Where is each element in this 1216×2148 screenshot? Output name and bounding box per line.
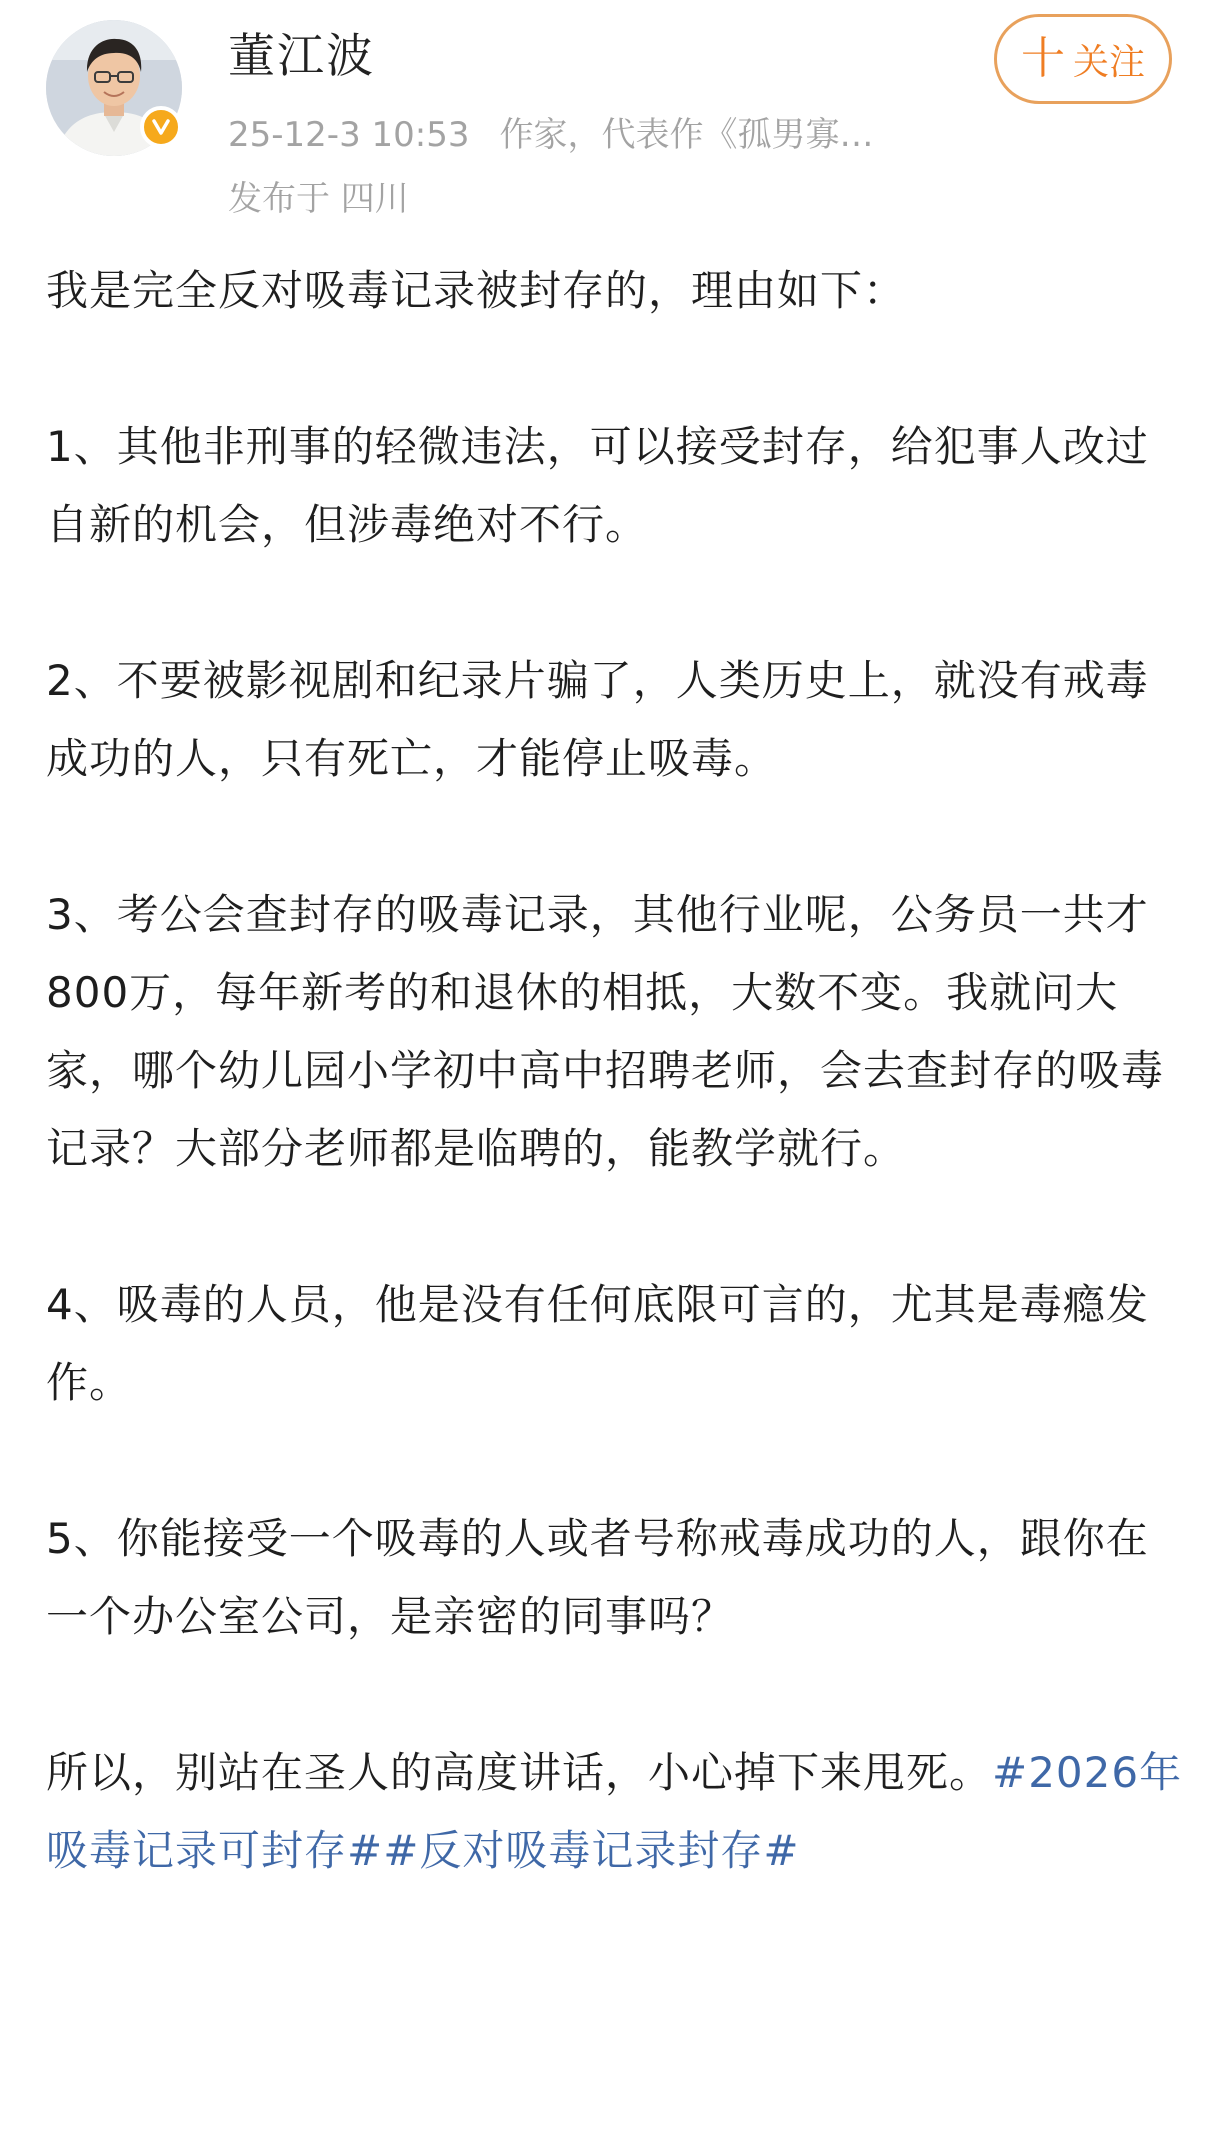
- author-name[interactable]: 董江波: [228, 29, 375, 84]
- hashtag-link[interactable]: #2026年吸毒记录可封存#: [46, 1748, 1183, 1875]
- author-bio[interactable]: 作家，代表作《孤男寡…: [499, 115, 874, 155]
- post-paragraph: 2、不要被影视剧和纪录片骗了，人类历史上，就没有戒毒成功的人，只有死亡，才能停止吸毒。: [46, 656, 1149, 783]
- post-paragraph: 1、其他非刑事的轻微违法，可以接受封存，给犯事人改过自新的机会，但涉毒绝对不行。: [46, 422, 1149, 549]
- post-datetime: 25-12-3 10:53: [228, 115, 470, 155]
- avatar[interactable]: [46, 20, 182, 156]
- post-closing-paragraph: [46, 1734, 1186, 1890]
- plus-icon: 十: [1020, 33, 1065, 84]
- hashtag-link[interactable]: #反对吸毒记录封存#: [383, 1826, 800, 1875]
- follow-button-label: 关注: [1072, 41, 1145, 83]
- post-content: [46, 252, 1186, 1890]
- post-paragraph: 5、你能接受一个吸毒的人或者号称戒毒成功的人，跟你在一个办公室公司，是亲密的同事吗？: [46, 1514, 1149, 1641]
- follow-button[interactable]: [994, 14, 1172, 104]
- post-location: 发布于 四川: [228, 179, 409, 219]
- post-paragraph: 3、考公会查封存的吸毒记录，其他行业呢，公务员一共才800万，每年新考的和退休的相抵，大数不变。我就问大家，哪个幼儿园小学初中高中招聘老师，会去查封存的吸毒记录？大部分老师都是临聘的，能教学就行。: [46, 890, 1165, 1173]
- verified-badge-icon: [140, 106, 182, 148]
- post-paragraph: 4、吸毒的人员，他是没有任何底限可言的，尤其是毒瘾发作。: [46, 1280, 1149, 1407]
- post-paragraph: 我是完全反对吸毒记录被封存的，理由如下：: [46, 266, 907, 315]
- closing-text: 所以，别站在圣人的高度讲话，小心掉下来甩死。: [46, 1748, 993, 1797]
- post-meta: [228, 112, 948, 158]
